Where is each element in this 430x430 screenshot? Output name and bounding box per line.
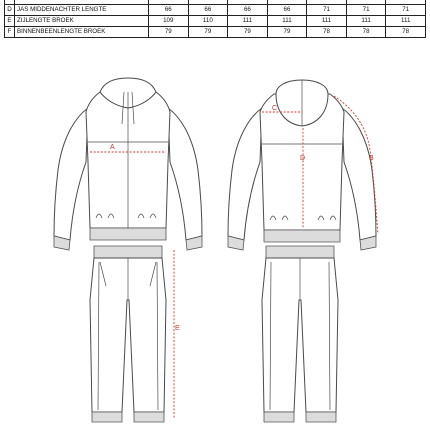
row-value: 66 (188, 5, 228, 16)
measurement-e (174, 250, 180, 418)
measurement-b-label: B (369, 155, 374, 162)
row-value: 111 (267, 16, 307, 27)
front-trousers-left-cuff (92, 412, 122, 422)
front-trousers-waistband (94, 246, 162, 258)
row-value: 109 (149, 16, 189, 27)
front-jacket (54, 78, 202, 250)
row-value: 79 (228, 27, 268, 38)
row-value: 78 (346, 27, 386, 38)
row-value: 79 (188, 27, 228, 38)
row-label: BINNENBEENLENGTE BROEK (15, 27, 149, 38)
row-code: E (5, 16, 15, 27)
row-value: 66 (228, 5, 268, 16)
row-value: 111 (346, 16, 386, 27)
back-trousers-left-cuff (264, 412, 294, 422)
measurement-c-label: C (272, 105, 278, 112)
back-jacket (228, 80, 376, 250)
row-value: 111 (386, 16, 426, 27)
front-jacket-right-sleeve (168, 108, 202, 240)
row-value: 71 (307, 5, 347, 16)
front-trousers (90, 246, 166, 422)
front-trousers-right-cuff (134, 412, 164, 422)
back-jacket-left-sleeve (228, 108, 262, 240)
back-jacket-waistband (264, 230, 340, 242)
row-code: F (5, 27, 15, 38)
back-trousers-right-cuff (306, 412, 336, 422)
row-value: 78 (307, 27, 347, 38)
row-value: 110 (188, 16, 228, 27)
row-value: 78 (386, 27, 426, 38)
row-value: 79 (149, 27, 189, 38)
front-jacket-waistband (90, 228, 166, 240)
front-jacket-left-sleeve (54, 108, 88, 240)
back-trousers (262, 246, 338, 422)
row-label: JAS MIDDENACHTER LENGTE (15, 5, 149, 16)
back-trousers-waistband (266, 246, 334, 258)
back-jacket-right-sleeve (342, 108, 376, 240)
measurement-e-label: E (175, 325, 180, 332)
row-value: 79 (267, 27, 307, 38)
row-code: D (5, 5, 15, 16)
measurement-a-label: A (110, 144, 115, 151)
measurement-d-label: D (300, 155, 306, 162)
row-value: 66 (267, 5, 307, 16)
row-value: 71 (346, 5, 386, 16)
row-value: 111 (307, 16, 347, 27)
row-value: 66 (149, 5, 189, 16)
row-value: 111 (228, 16, 268, 27)
row-label: ZIJLENGTE BROEK (15, 16, 149, 27)
row-value: 71 (386, 5, 426, 16)
